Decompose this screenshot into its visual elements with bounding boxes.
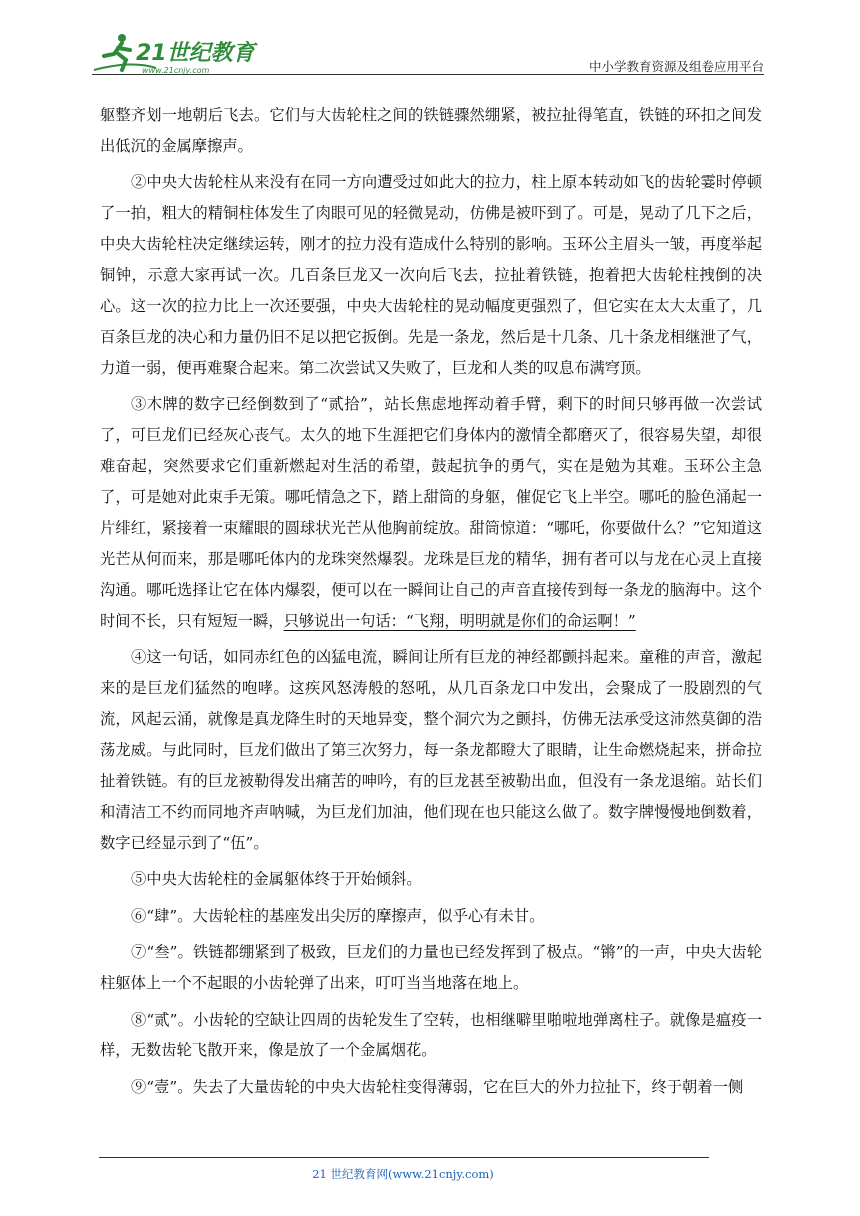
logo-url: www.21cnjy.com [142,66,210,75]
paragraph-6: ⑥“肆”。大齿轮柱的基座发出尖厉的摩擦声，似乎心有未甘。 [131,906,545,925]
platform-name: 中小学教育资源及组卷应用平台 [588,59,764,74]
paragraph-3-text: ③木牌的数字已经倒数到了“贰拾”，站长焦虑地挥动着手臂，剩下的时间只够再做一次尝试了，可巨龙们已经灰心丧气。太久的地下生涯把它们身体内的激情全都磨灭了，很容易失望，却很难奋起，突然要求它们重新燃起对生活的希望，鼓起抗争的勇气，实在是勉为其难。玉环公主急了，可是她对此束手无策。哪吒情急之下，踏上甜筒的身躯，催促它飞上半空。哪吒的脸色涌起一片绯红，紧接着一束耀眼的圆球状光芒从他胸前绽放。甜筒惊道：“哪吒，你要做什么？”它知道这光芒从何而来，那是哪吒体内的龙珠突然爆裂。龙珠是巨龙的精华，拥有者可以与龙在心灵上直接沟通。哪吒选择让它在体内爆裂，便可以在一瞬间让自己的声音直接传到每一条龙的脑海中。这个时间不长，只有短短一瞬， [100,395,762,630]
site-logo [92,30,272,76]
underlined-sentence: 只够说出一句话：“飞翔，明明就是你们的命运啊！” [283,611,636,630]
page-header [92,30,764,80]
paragraph-4: ④这一句话，如同赤红色的凶猛电流，瞬间让所有巨龙的神经都颤抖起来。童稚的声音，激起来的是巨龙们猛然的咆哮。这疾风怒涛般的怒吼，从几百条龙口中发出，会聚成了一股剧烈的气流，风起云涌，就像是真龙降生时的天地异变，整个洞穴为之颤抖，仿佛无法承受这沛然莫御的浩荡龙威。与此同时，巨龙们做出了第三次努力，每一条龙都瞪大了眼睛，让生命燃烧起来，拼命拉扯着铁链。有的巨龙被勒得发出痛苦的呻吟，有的巨龙甚至被勒出血，但没有一条龙退缩。站长们和清洁工不约而同地齐声呐喊，为巨龙们加油，他们现在也只能这么做了。数字牌慢慢地倒数着，数字已经显示到了“伍”。 [100,648,762,852]
article-body [100,100,762,1108]
footer-divider [99,1157,709,1158]
paragraph-5: ⑤中央大齿轮柱的金属躯体终于开始倾斜。 [131,870,422,889]
logo-text: 21世纪教育 [136,41,255,66]
paragraph-1: 躯整齐划一地朝后飞去。它们与大齿轮柱之间的铁链骤然绷紧，被拉扯得笔直，铁链的环扣之间发出低沉的金属摩擦声。 [100,106,762,155]
paragraph-3 [100,389,762,636]
paragraph-2: ②中央大齿轮柱从来没有在同一方向遭受过如此大的拉力，柱上原本转动如飞的齿轮霎时停顿了一拍，粗大的精铜柱体发生了肉眼可见的轻微晃动，仿佛是被吓到了。可是，晃动了几下之后，中央大齿轮柱决定继续运转，刚才的拉力没有造成什么特别的影响。玉环公主眉头一皱，再度举起铜钟，示意大家再试一次。几百条巨龙又一次向后飞去，拉扯着铁链，抱着把大齿轮柱拽倒的决心。这一次的拉力比上一次还要强，中央大齿轮柱的晃动幅度更强烈了，但它实在太大太重了，几百条巨龙的决心和力量仍旧不足以把它扳倒。先是一条龙，然后是十几条、几十条龙相继泄了气，力道一弱，便再难聚合起来。第二次尝试又失败了，巨龙和人类的叹息布满穹顶。 [100,173,762,377]
paragraph-7: ⑦“叁”。铁链都绷紧到了极致，巨龙们的力量也已经发挥到了极点。“锵”的一声，中央大齿轮柱躯体上一个不起眼的小齿轮弹了出来，叮叮当当地落在地上。 [100,943,762,993]
footer-text: 21 世纪教育网(www.21cnjy.com) [312,1167,494,1181]
paragraph-8: ⑧“贰”。小齿轮的空缺让四周的齿轮发生了空转，也相继噼里啪啦地弹离柱子。就像是瘟疫一样，无数齿轮飞散开来，像是放了一个金属烟花。 [100,1010,762,1060]
paragraph-9: ⑨“壹”。失去了大量齿轮的中央大齿轮柱变得薄弱，它在巨大的外力拉扯下，终于朝着一侧 [131,1077,744,1096]
header-divider [92,74,764,75]
